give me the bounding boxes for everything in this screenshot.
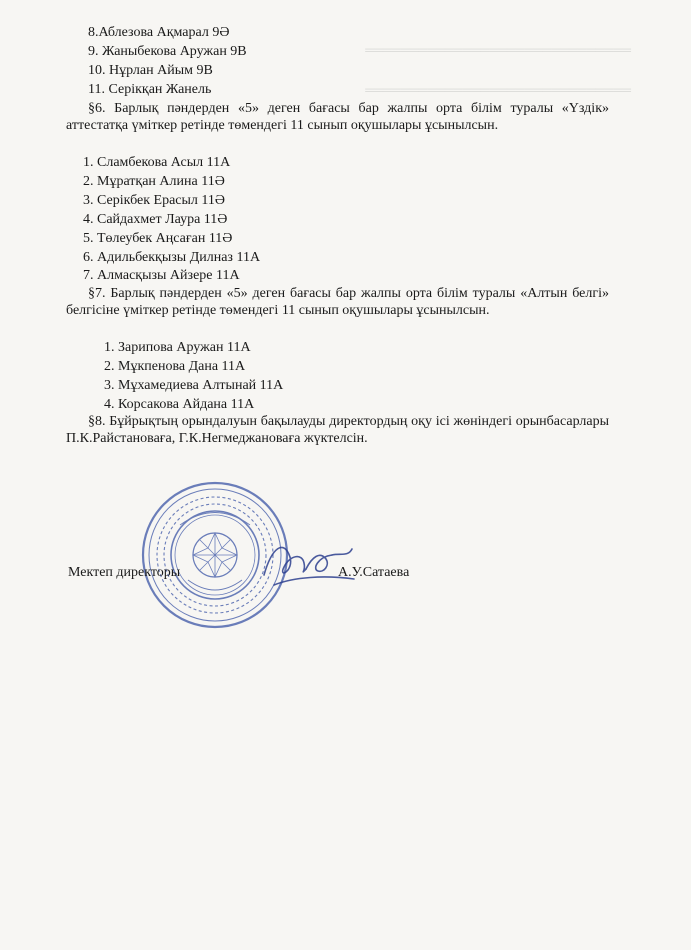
paragraph-6 bbox=[66, 100, 609, 134]
signatory-title: Мектеп директоры bbox=[68, 565, 181, 580]
list-item: 5. Төлеубек Аңсаған 11Ә bbox=[83, 231, 233, 246]
list-item: 3. Серікбек Ерасыл 11Ә bbox=[83, 193, 225, 208]
paragraph-8 bbox=[66, 413, 609, 447]
list-item: 9. Жаныбекова Аружан 9В bbox=[88, 44, 247, 59]
list-item: 11. Серікқан Жанель bbox=[88, 82, 212, 97]
list-item: 6. Адильбекқызы Дилназ 11А bbox=[83, 250, 261, 265]
list-item: 4. Сайдахмет Лаура 11Ә bbox=[83, 212, 228, 227]
list-item: 3. Мұхамедиева Алтынай 11А bbox=[104, 378, 284, 393]
paragraph-7-text: §7. Барлық пәндерден «5» деген бағасы бар жалпы орта білім туралы «Алтын белгі» белгісіне үміткер ретінде төмендегі 11 сынып оқушылары ұсынылсын. bbox=[66, 286, 609, 318]
list-item: 1. Сламбекова Асыл 11А bbox=[83, 155, 231, 170]
list-item: 8.Аблезова Ақмарал 9Ә bbox=[88, 25, 230, 40]
list-item: 4. Корсакова Айдана 11А bbox=[104, 397, 255, 412]
list-item: 2. Мұкпенова Дана 11А bbox=[104, 359, 246, 374]
signatory-name: А.У.Сатаева bbox=[338, 565, 410, 580]
bleed-through-texture: ══════════════════════════════ ══════════════════════════════ bbox=[365, 43, 631, 97]
list-item: 2. Мұратқан Алина 11Ә bbox=[83, 174, 225, 189]
paragraph-8-text: §8. Бұйрықтың орындалуын бақылауды директордың оқу ісі жөніндегі орынбасарлары П.К.Райстановаға, Г.К.Негмеджановаға жүктелсін. bbox=[66, 414, 609, 446]
list-item: 7. Алмасқызы Айзере 11А bbox=[83, 268, 240, 283]
paragraph-6-text: §6. Барлық пәндерден «5» деген бағасы бар жалпы орта білім туралы «Үздік» аттестатқа үміткер ретінде төмендегі 11 сынып оқушылары ұсынылсын. bbox=[66, 101, 609, 133]
list-item: 10. Нұрлан Айым 9В bbox=[88, 63, 213, 78]
list-item: 1. Зарипова Аружан 11А bbox=[104, 340, 251, 355]
handwritten-signature-icon bbox=[254, 527, 364, 597]
paragraph-7 bbox=[66, 285, 609, 319]
